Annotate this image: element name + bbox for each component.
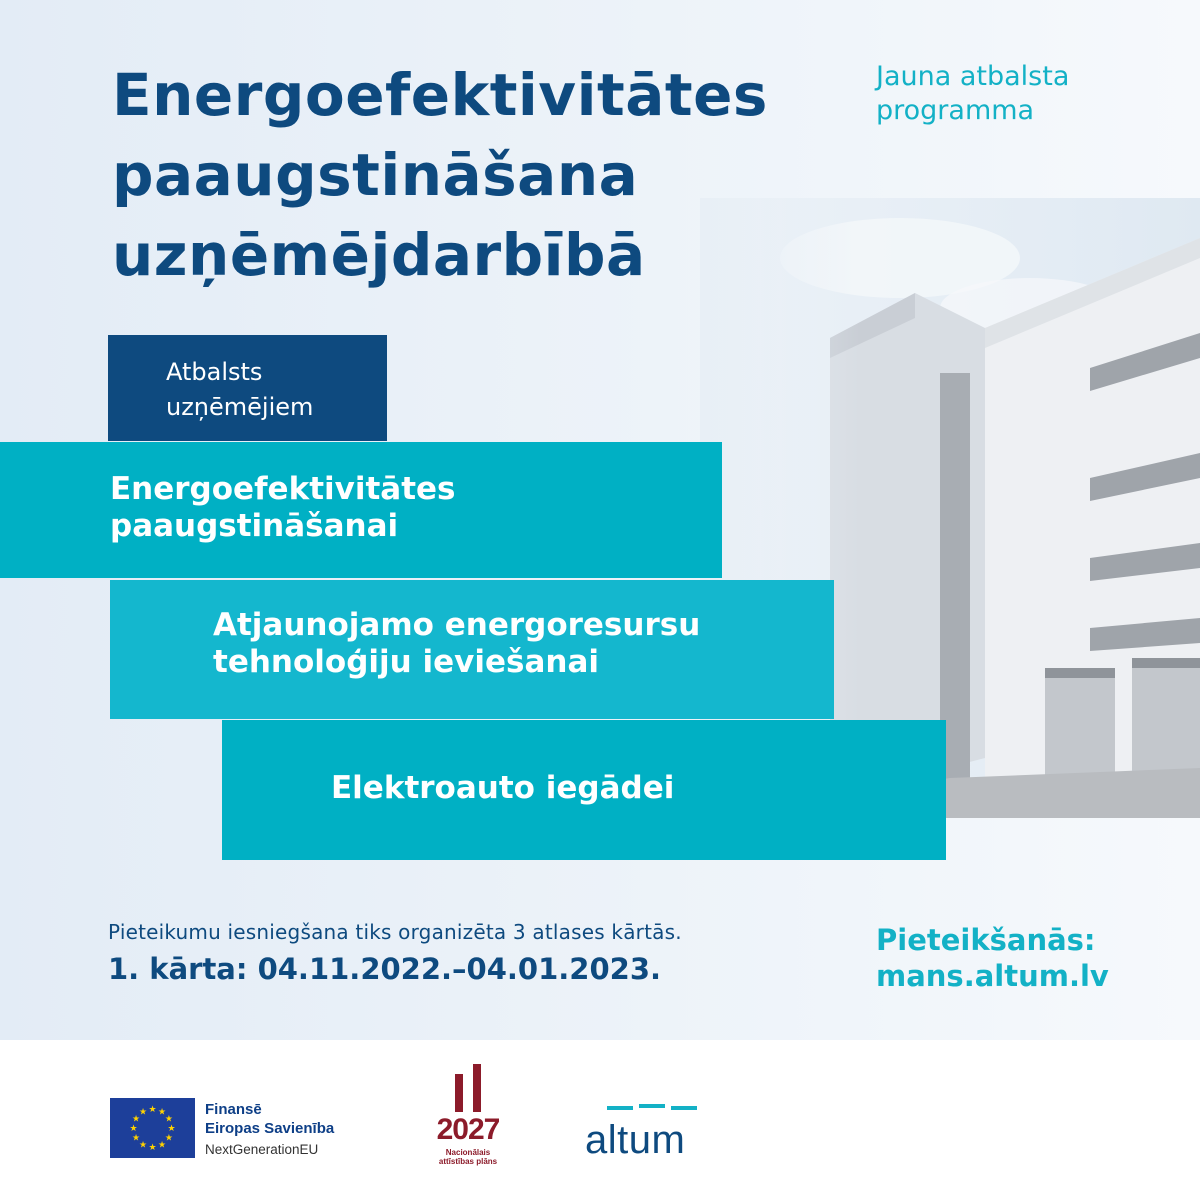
title-line: uzņēmējdarbībā xyxy=(112,221,646,289)
eu-star-icon: ★ xyxy=(138,1107,148,1118)
eu-star-icon: ★ xyxy=(129,1124,138,1134)
eu-line: NextGenerationEU xyxy=(205,1142,319,1157)
block-line: Atjaunojamo energoresursu xyxy=(213,607,701,643)
block-line: Elektroauto iegādei xyxy=(331,770,675,806)
title-line: Energoefektivitātes xyxy=(112,61,768,129)
nap-subtitle xyxy=(426,1148,510,1166)
program-tagline xyxy=(876,60,1069,128)
eu-line: Eiropas Savienība xyxy=(205,1120,335,1137)
eu-flag-icon xyxy=(110,1098,195,1158)
support-block-electric-cars xyxy=(222,720,946,860)
eu-star-icon: ★ xyxy=(148,1105,157,1115)
eu-star-icon: ★ xyxy=(148,1143,157,1153)
apply-link[interactable] xyxy=(876,922,1109,994)
block-line: paaugstināšanai xyxy=(110,508,399,544)
tagline-line: programma xyxy=(876,95,1035,126)
support-block-renewables xyxy=(110,580,834,719)
eu-star-icon: ★ xyxy=(138,1140,148,1151)
eu-star-icon: ★ xyxy=(167,1124,176,1134)
block-line: tehnoloģiju ieviešanai xyxy=(213,644,600,680)
eu-line: Finansē xyxy=(205,1101,262,1118)
nap-2027-logo xyxy=(426,1064,510,1164)
title-line: paaugstināšana xyxy=(112,141,639,209)
nap-sub-line: attīstības plāns xyxy=(438,1157,498,1166)
application-note: Pieteikumu iesniegšana tiks organizēta 3 atlases kārtās. xyxy=(108,920,682,944)
support-block-energy-efficiency xyxy=(0,442,722,578)
tagline-line: Jauna atbalsta xyxy=(876,61,1070,92)
altum-wordmark: altum xyxy=(585,1118,686,1162)
nap-logo-icon xyxy=(426,1064,510,1114)
eu-star-icon: ★ xyxy=(132,1114,141,1125)
eu-star-icon: ★ xyxy=(164,1133,173,1144)
eu-star-icon: ★ xyxy=(132,1133,141,1144)
block-line: Energoefektivitātes xyxy=(110,471,456,507)
apply-url[interactable]: mans.altum.lv xyxy=(876,959,1109,993)
support-label-line: uzņēmējiem xyxy=(166,393,314,421)
support-label-box xyxy=(108,335,387,441)
support-label-line: Atbalsts xyxy=(166,358,263,386)
eu-star-icon: ★ xyxy=(164,1114,173,1125)
apply-label: Pieteikšanās: xyxy=(876,923,1096,957)
nap-number: 2027 xyxy=(436,1113,500,1146)
altum-logo-icon xyxy=(585,1104,717,1118)
altum-logo xyxy=(585,1104,717,1164)
page-title xyxy=(112,55,768,295)
eu-star-icon: ★ xyxy=(157,1107,167,1118)
nap-sub-line: Nacionālais xyxy=(445,1148,491,1157)
round-dates: 1. kārta: 04.11.2022.–04.01.2023. xyxy=(108,952,662,986)
eu-star-icon: ★ xyxy=(157,1140,167,1151)
